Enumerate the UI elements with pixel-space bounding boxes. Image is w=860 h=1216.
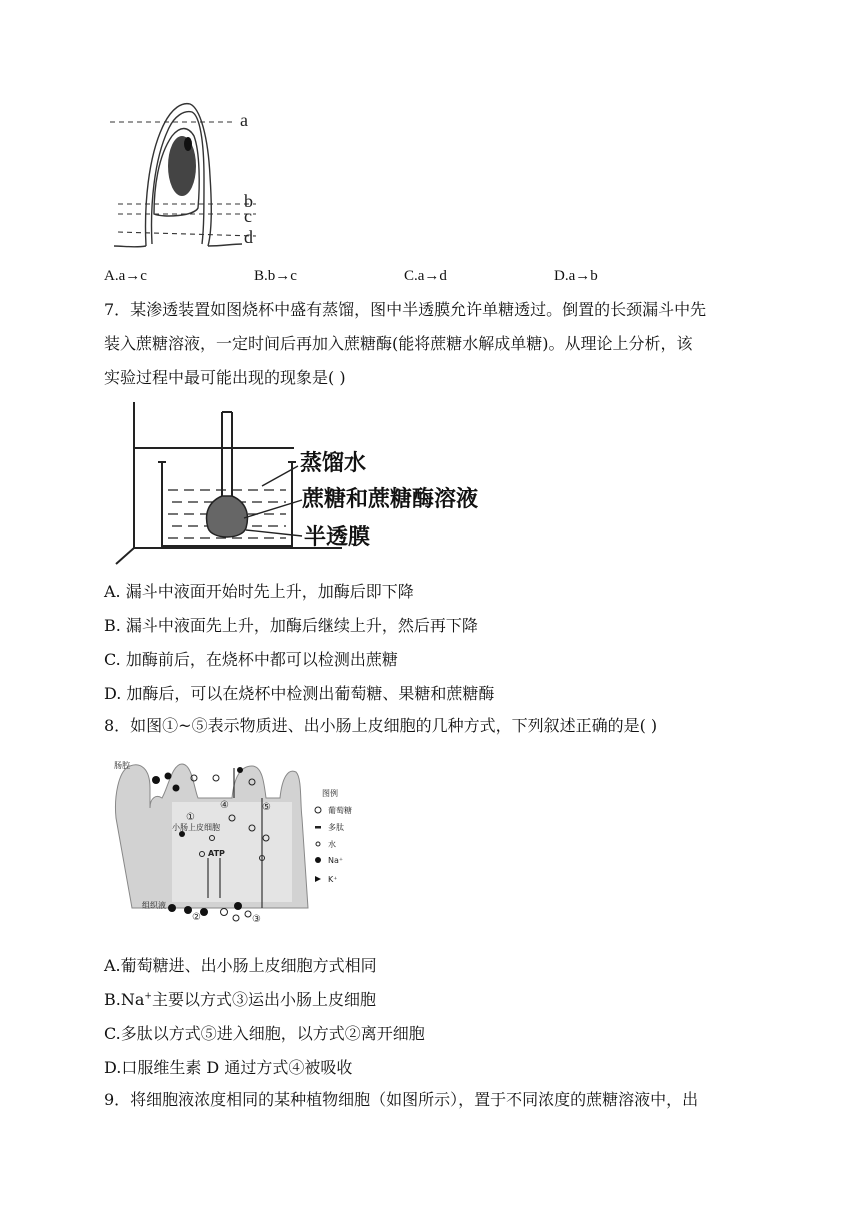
label-distilled-water: 蒸馏水 bbox=[300, 451, 367, 476]
q7-option-a[interactable]: A. 漏斗中液面开始时先上升，加酶后即下降 bbox=[104, 582, 414, 601]
legend-k: K⁺ bbox=[328, 875, 338, 884]
route-4: ④ bbox=[220, 800, 229, 811]
label-lumen: 肠腔 bbox=[114, 761, 130, 770]
q7-option-d[interactable]: D. 加酶后，可以在烧杯中检测出葡萄糖、果糖和蔗糖酶 bbox=[104, 684, 495, 703]
label-c: c bbox=[244, 206, 252, 226]
label-sucrose-enzyme-solution: 蔗糖和蔗糖酶溶液 bbox=[302, 487, 479, 512]
q7-stem-line-2: 装入蔗糖溶液，一定时间后再加入蔗糖酶(能将蔗糖水解成单糖)。从理论上分析，该 bbox=[104, 334, 693, 353]
label-a: a bbox=[240, 110, 248, 130]
plasmolysis-cell-figure bbox=[104, 96, 274, 252]
label-epithelial-cell: 小肠上皮细胞 bbox=[172, 823, 220, 832]
q8-option-c[interactable]: C.多肽以方式⑤进入细胞，以方式②离开细胞 bbox=[104, 1024, 425, 1043]
label-atp: ATP bbox=[208, 849, 225, 858]
route-3: ③ bbox=[252, 914, 261, 925]
q8-option-b-prefix: B.Na bbox=[104, 990, 145, 1009]
route-5: ⑤ bbox=[262, 802, 271, 813]
osmosis-apparatus-figure bbox=[112, 396, 502, 572]
label-d: d bbox=[244, 227, 253, 247]
q8-option-a[interactable]: A.葡萄糖进、出小肠上皮细胞方式相同 bbox=[104, 956, 377, 975]
q8-stem: 8．如图①~⑤表示物质进、出小肠上皮细胞的几种方式，下列叙述正确的是( ) bbox=[104, 716, 658, 735]
route-1: ① bbox=[186, 812, 195, 823]
q7-stem-line-1: 7．某渗透装置如图烧杯中盛有蒸馏，图中半透膜允许单糖透过。倒置的长颈漏斗中先 bbox=[104, 300, 707, 319]
intestinal-cell-figure bbox=[112, 758, 372, 926]
q6-option-a[interactable]: A.a→c bbox=[104, 268, 147, 284]
q8-option-b-rest: 主要以方式③运出小肠上皮细胞 bbox=[151, 990, 376, 1009]
legend-water: 水 bbox=[328, 840, 336, 849]
q8-option-d[interactable]: D.口服维生素 D 通过方式④被吸收 bbox=[104, 1058, 353, 1077]
q8-option-b[interactable] bbox=[104, 990, 376, 1010]
legend-polypeptide: 多肽 bbox=[328, 823, 344, 832]
q6-options bbox=[104, 268, 704, 288]
legend-na: Na⁺ bbox=[328, 856, 344, 865]
q6-option-d[interactable]: D.a→b bbox=[554, 268, 598, 284]
legend-title: 图例 bbox=[322, 789, 338, 798]
route-2: ② bbox=[192, 912, 201, 923]
q7-option-c[interactable]: C. 加酶前后，在烧杯中都可以检测出蔗糖 bbox=[104, 650, 398, 669]
q6-option-c[interactable]: C.a→d bbox=[404, 268, 447, 284]
label-tissue-fluid: 组织液 bbox=[142, 901, 166, 910]
label-b: b bbox=[244, 191, 253, 211]
na-charge: + bbox=[144, 991, 152, 1002]
q7-stem-line-3: 实验过程中最可能出现的现象是( ) bbox=[104, 368, 346, 387]
q9-stem: 9．将细胞液浓度相同的某种植物细胞（如图所示），置于不同浓度的蔗糖溶液中，出 bbox=[104, 1090, 699, 1109]
legend-glucose: 葡萄糖 bbox=[328, 806, 352, 815]
label-semipermeable-membrane: 半透膜 bbox=[304, 525, 371, 550]
q7-option-b[interactable]: B. 漏斗中液面先上升，加酶后继续上升，然后再下降 bbox=[104, 616, 478, 635]
q6-option-b[interactable]: B.b→c bbox=[254, 268, 297, 284]
